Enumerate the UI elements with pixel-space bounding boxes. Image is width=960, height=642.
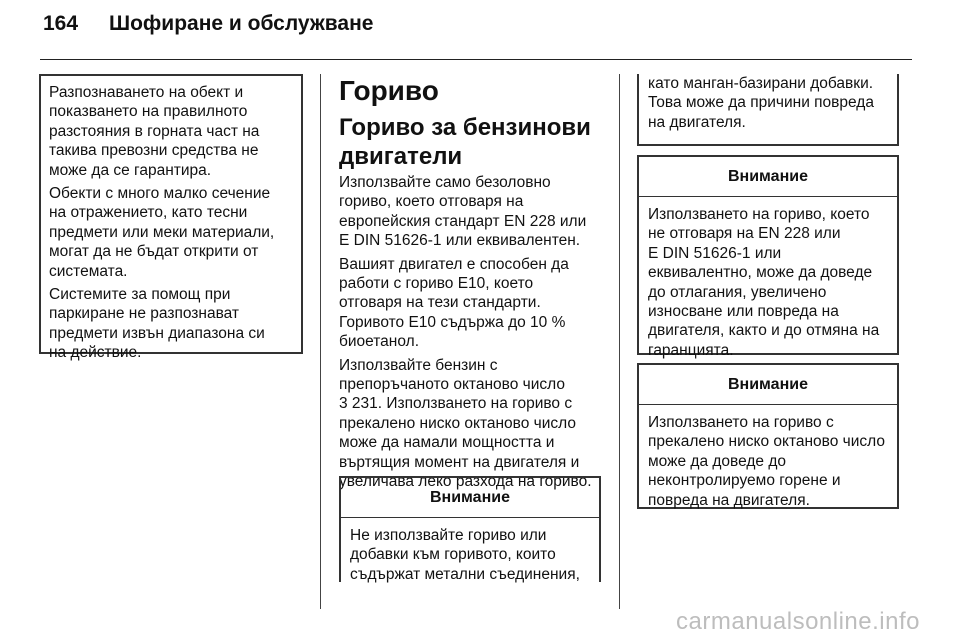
continuation-content	[648, 74, 896, 136]
column-divider-2	[619, 74, 620, 609]
warning-text	[639, 197, 897, 360]
header-rule	[40, 59, 912, 60]
fuel-paragraph-3: Използвайте бензин с препоръчаното октаново число 3 231. Използването на гориво с прекалено ниско октаново число може да намали мощността и въртящия момент на двигателя и увеличава леко разхода на гориво.	[339, 356, 592, 491]
fuel-paragraph-1: Използвайте само безоловно гориво, което отговаря на европейския стандарт EN 228 или E DIN 51626-1 или еквивалентен.	[339, 174, 587, 250]
note-paragraph-3: Системите за помощ при паркиране не разпознават предмети извън диапазона си на действие.	[49, 286, 265, 362]
warning-box-metal	[339, 476, 601, 582]
warning-box-octane	[637, 363, 899, 509]
continuation-box	[637, 74, 899, 146]
page-header	[43, 12, 373, 36]
fuel-section	[339, 75, 607, 496]
warning-text-content: Използването на гориво с прекалено ниско октаново число може да доведе до неконтролируемо горене и повреда на двигателя.	[648, 414, 885, 509]
warning-text	[639, 405, 897, 510]
note-paragraph-2: Обекти с много малко сечение на отражението, като тесни предмети или меки материали, могат да не бъдат открити от системата.	[49, 185, 275, 280]
warning-box-standard	[637, 155, 899, 359]
note-paragraph-1: Разпознаването на обект и показването на правилното разстояния в горната част на такива превозни средства не може да се гарантира.	[49, 84, 260, 179]
chapter-title: Шофиране и обслужване	[109, 12, 374, 35]
warning-title: Внимание	[341, 478, 599, 518]
warning-text-content: Използването на гориво, което не отговаря на EN 228 или E DIN 51626-1 или еквивалентно, може да доведе до отлагания, увеличено износване или повреда на двигателя, както и до отмяна на гаранцията.	[648, 206, 880, 359]
fuel-paragraph-2: Вашият двигател е способен да работи с гориво E10, което отговаря на тези стандарти. Горивото E10 съдържа до 10 % биоетанол.	[339, 255, 569, 351]
subsection-heading: Гориво за бензинови двигатели	[339, 114, 591, 170]
watermark: carmanualsonline.info	[676, 608, 920, 635]
warning-title: Внимание	[639, 365, 897, 405]
warning-text	[341, 518, 599, 584]
warning-title: Внимание	[639, 157, 897, 197]
column-divider-1	[320, 74, 321, 609]
note-box	[39, 74, 303, 362]
section-heading: Гориво	[339, 75, 439, 106]
warning-text-content: Не използвайте гориво или добавки към горивото, които съдържат метални съединения,	[350, 527, 580, 583]
page-number: 164	[43, 12, 79, 35]
note-content	[49, 83, 299, 367]
continuation-text: като манган-базирани добавки. Това може да причини повреда на двигателя.	[648, 75, 874, 131]
